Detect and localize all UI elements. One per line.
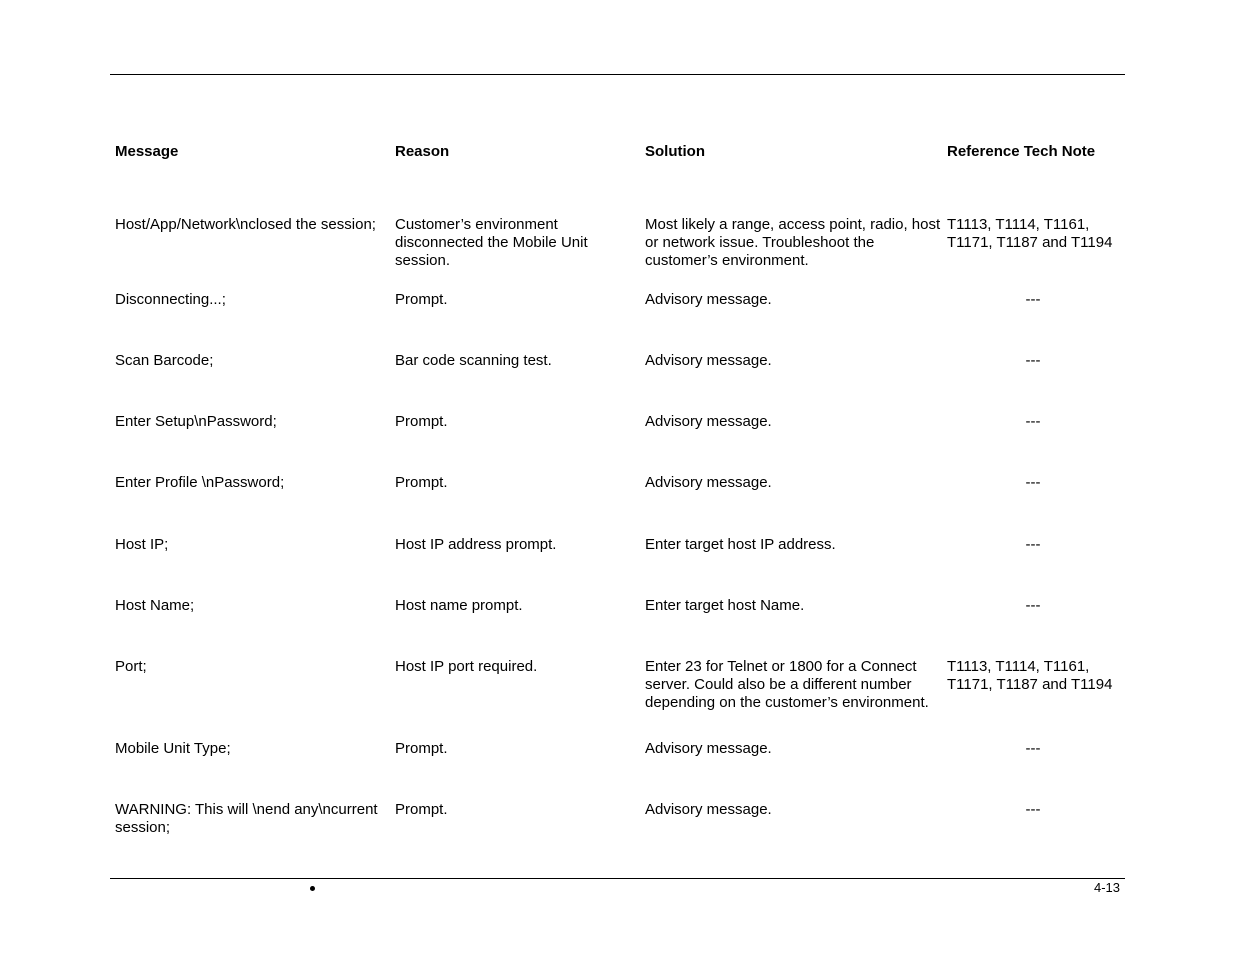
message-cell: Enter Setup\nPassword;	[115, 413, 277, 430]
footer-rule	[110, 878, 1125, 879]
message-cell: Mobile Unit Type;	[115, 740, 231, 757]
reference-cell: ---	[1025, 352, 1041, 369]
solution-cell: Enter target host Name.	[645, 597, 805, 614]
solution-cell: Enter target host IP address.	[645, 536, 836, 553]
solution-cell: Enter 23 for Telnet or 1800 for a Connect server. Could also be a different number depending on the customer’s environment.	[645, 658, 929, 711]
header-message: Message	[115, 143, 179, 160]
bullet-dot-icon	[310, 886, 315, 891]
reference-cell: ---	[1025, 474, 1041, 491]
page-number: 4-13	[1094, 880, 1121, 895]
message-cell: Port;	[115, 658, 147, 675]
reference-cell: T1113, T1114, T1161, T1171, T1187 and T1194	[947, 658, 1113, 693]
header-reference: Reference Tech Note	[947, 143, 1096, 160]
reference-cell: ---	[1025, 413, 1041, 430]
solution-cell: Advisory message.	[645, 474, 772, 491]
reason-cell: Host name prompt.	[395, 597, 523, 614]
reason-cell: Bar code scanning test.	[395, 352, 552, 369]
header-solution: Solution	[645, 143, 705, 160]
reference-cell: ---	[1025, 740, 1041, 757]
message-cell: Enter Profile \nPassword;	[115, 474, 285, 491]
reason-cell: Prompt.	[395, 291, 448, 308]
reference-cell: ---	[1025, 291, 1041, 308]
message-cell: Host Name;	[115, 597, 195, 614]
reference-cell: ---	[1025, 597, 1041, 614]
reference-cell: T1113, T1114, T1161, T1171, T1187 and T1194	[947, 216, 1113, 251]
solution-cell: Advisory message.	[645, 352, 772, 369]
message-cell: WARNING: This will \nend any\ncurrent session;	[115, 801, 378, 836]
solution-cell: Advisory message.	[645, 291, 772, 308]
solution-cell: Advisory message.	[645, 740, 772, 757]
header-rule	[110, 74, 1125, 75]
message-cell: Host/App/Network\nclosed the session;	[115, 216, 376, 233]
message-cell: Scan Barcode;	[115, 352, 214, 369]
reason-cell: Host IP address prompt.	[395, 536, 557, 553]
reference-cell: ---	[1025, 536, 1041, 553]
solution-cell: Most likely a range, access point, radio, host or network issue. Troubleshoot the customer’s environment.	[645, 216, 941, 269]
solution-cell: Advisory message.	[645, 413, 772, 430]
reason-cell: Prompt.	[395, 801, 448, 818]
solution-cell: Advisory message.	[645, 801, 772, 818]
reason-cell: Customer’s environment disconnected the Mobile Unit session.	[395, 216, 588, 269]
reason-cell: Prompt.	[395, 740, 448, 757]
reference-cell: ---	[1025, 801, 1041, 818]
message-cell: Host IP;	[115, 536, 169, 553]
reason-cell: Prompt.	[395, 413, 448, 430]
reason-cell: Host IP port required.	[395, 658, 538, 675]
message-cell: Disconnecting...;	[115, 291, 226, 308]
header-reason: Reason	[395, 143, 450, 160]
reason-cell: Prompt.	[395, 474, 448, 491]
